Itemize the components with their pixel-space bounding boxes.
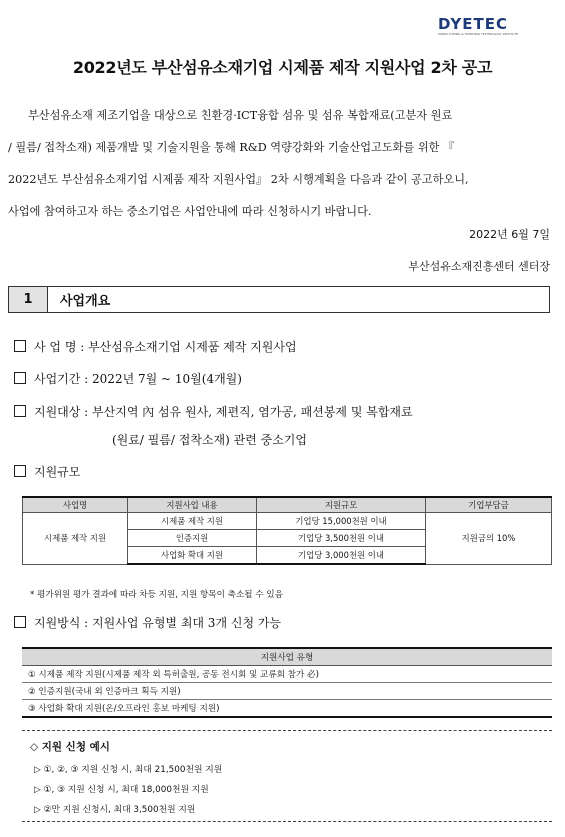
- table-cell: 인증지원: [128, 530, 257, 547]
- dyetec-logo: [438, 16, 546, 36]
- table-cell: 지원금의 10%: [426, 513, 552, 565]
- table-cell: 기업당 15,000천원 이내: [257, 513, 426, 530]
- table-cell: 기업당 3,000천원 이내: [257, 547, 426, 565]
- item-period: [14, 370, 242, 387]
- example-line: ▷ ①, ②, ③ 지원 신청 시, 최대 21,500천원 지원: [34, 765, 223, 775]
- table-header: 지원사업 유형: [22, 648, 552, 666]
- issuer: 부산섬유소재진흥센터 센터장: [408, 260, 550, 273]
- item-scale: [14, 463, 80, 480]
- intro-line: / 필름/ 접착소재) 제품개발 및 기술지원을 통해 R&D 역량강화와 기술산업고도화를 위한 『: [8, 141, 455, 154]
- table-cell: 시제품 제작 지원: [23, 513, 128, 565]
- table-cell: 사업화 확대 지원: [128, 547, 257, 565]
- table-row: ② 인증지원(국내 외 인증마크 획득 지원): [22, 683, 552, 700]
- logo-wordmark: DYETEC: [438, 15, 508, 33]
- table-header: 사업명: [23, 497, 128, 513]
- checkbox-icon: [14, 616, 26, 628]
- item-target: [14, 403, 413, 420]
- example-line: ▷ ②만 지원 신청시, 최대 3,500천원 지원: [34, 805, 196, 815]
- notice-date: 2022년 6월 7일: [469, 228, 550, 241]
- footnote: * 평가위원 평가 결과에 따라 차등 지원, 지원 항목이 축소될 수 있음: [30, 590, 283, 600]
- intro-paragraph: [8, 100, 556, 228]
- support-scale-table: [22, 496, 552, 565]
- table-header: 지원규모: [257, 497, 426, 513]
- table-row: ① 시제품 제작 지원(시제품 제작 외 특허출원, 공동 전시회 및 교류회 참가 必): [22, 666, 552, 683]
- item-text: 지원대상 : 부산지역 內 섬유 원사, 제편직, 염가공, 패션봉제 및 복합재료: [34, 405, 413, 419]
- intro-line: 2022년도 부산섬유소재기업 시제품 제작 지원사업』 2차 시행계획을 다음과 같이 공고하오니,: [8, 173, 469, 186]
- section-number: 1: [9, 287, 48, 312]
- logo-subtitle: KOREA DYEING & FINISHING TECHNOLOGY INSTITUTE: [438, 32, 519, 36]
- support-types-table: [22, 647, 552, 718]
- checkbox-icon: [14, 405, 26, 417]
- section-title: 사업개요: [60, 294, 111, 309]
- intro-line: 사업에 참여하고자 하는 중소기업은 사업안내에 따라 신청하시기 바랍니다.: [8, 205, 372, 218]
- item-text: 사 업 명 : 부산섬유소재기업 시제품 제작 지원사업: [34, 340, 297, 354]
- item-text: 지원규모: [34, 465, 81, 479]
- example-title: ◇ 지원 신청 예시: [30, 741, 110, 753]
- example-line: ▷ ①, ③ 지원 신청 시, 최대 18,000천원 지원: [34, 785, 209, 795]
- section-header: [8, 286, 550, 313]
- item-name: [14, 338, 297, 355]
- table-header: 기업부담금: [426, 497, 552, 513]
- item-text: 지원방식 : 지원사업 유형별 최대 3개 신청 가능: [34, 616, 282, 630]
- page-title: 2022년도 부산섬유소재기업 시제품 제작 지원사업 2차 공고: [72, 58, 493, 77]
- item-text: 사업기간 : 2022년 7월 ~ 10월(4개월): [34, 372, 242, 386]
- application-example-box: [22, 730, 552, 822]
- table-cell: 기업당 3,500천원 이내: [257, 530, 426, 547]
- table-header: 지원사업 내용: [128, 497, 257, 513]
- checkbox-icon: [14, 372, 26, 384]
- checkbox-icon: [14, 465, 26, 477]
- intro-line: 부산섬유소재 제조기업을 대상으로 친환경·ICT융합 섬유 및 섬유 복합재료(고분자 원료: [28, 109, 453, 122]
- table-cell: 시제품 제작 지원: [128, 513, 257, 530]
- checkbox-icon: [14, 340, 26, 352]
- item-method: [14, 614, 281, 631]
- item-target-cont: (원료/ 필름/ 접착소재) 관련 중소기업: [112, 433, 307, 447]
- table-row: ③ 사업화 확대 지원(온/오프라인 홍보 마케팅 지원): [22, 700, 552, 718]
